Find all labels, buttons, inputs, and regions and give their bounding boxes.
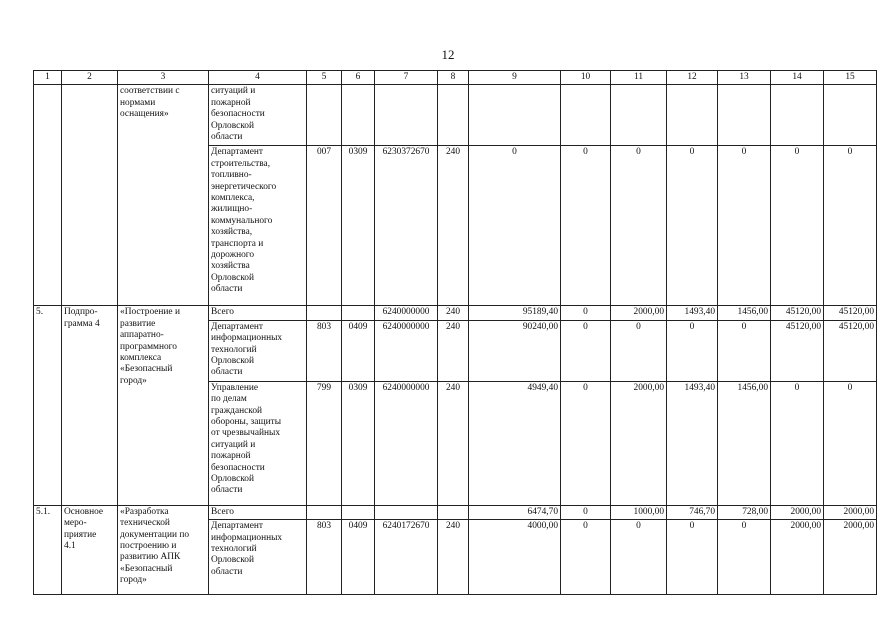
- cell-value: 0: [667, 320, 718, 381]
- cell-value: 1456,00: [718, 306, 771, 320]
- cell-rzpr: 0309: [342, 381, 375, 505]
- cell-rzpr: [342, 505, 375, 519]
- cell-number: 5.1.: [34, 505, 62, 594]
- table-row: [34, 306, 877, 320]
- cell-value: 95189,40: [469, 306, 561, 320]
- header-row: [34, 71, 877, 85]
- cell-csr: 6240172670: [375, 520, 438, 595]
- header-cell: 7: [375, 71, 438, 85]
- cell-grbs: 803: [307, 520, 342, 595]
- cell-vr: 240: [438, 320, 469, 381]
- cell-value: 45120,00: [824, 306, 877, 320]
- cell-executor: Всего: [209, 306, 307, 320]
- cell-grbs: [307, 306, 342, 320]
- cell: [561, 85, 611, 146]
- cell-value: 0: [718, 520, 771, 595]
- cell-value: 0: [771, 381, 824, 505]
- cell-value: 728,00: [718, 505, 771, 519]
- cell: [771, 85, 824, 146]
- cell-value: 0: [718, 320, 771, 381]
- cell: [469, 85, 561, 146]
- table-row: [34, 85, 877, 146]
- header-cell: 4: [209, 71, 307, 85]
- cell-value: 2000,00: [611, 306, 667, 320]
- header-cell: 13: [718, 71, 771, 85]
- cell-value: 1493,40: [667, 381, 718, 505]
- cell-csr: [375, 505, 438, 519]
- cell-value: 0: [611, 520, 667, 595]
- cell-executor: Департамент строительства, топливно- энергетического комплекса, жилищно- коммунального хозяйства, транспорта и дорожного хозяйства Орловской области: [209, 146, 307, 306]
- header-cell: 9: [469, 71, 561, 85]
- cell-value: 1456,00: [718, 381, 771, 505]
- cell: [375, 85, 438, 146]
- cell-grbs: 803: [307, 320, 342, 381]
- cell-number: [34, 85, 62, 306]
- cell-value: 0: [561, 320, 611, 381]
- cell-csr: 6240000000: [375, 320, 438, 381]
- cell-value: 0: [667, 520, 718, 595]
- cell-value: 4000,00: [469, 520, 561, 595]
- cell-csr: 6230372670: [375, 146, 438, 306]
- cell-program: Основное меро- приятие 4.1: [62, 505, 118, 594]
- cell-value: 4949,40: [469, 381, 561, 505]
- header-cell: 11: [611, 71, 667, 85]
- cell-grbs: [307, 505, 342, 519]
- cell-value: 0: [561, 505, 611, 519]
- cell-value: 2000,00: [771, 505, 824, 519]
- cell-executor: ситуаций и пожарной безопасности Орловской области: [209, 85, 307, 146]
- header-cell: 15: [824, 71, 877, 85]
- header-cell: 10: [561, 71, 611, 85]
- cell-program: Подпро- грамма 4: [62, 306, 118, 505]
- cell-name: соответствии с нормами оснащения»: [118, 85, 209, 306]
- cell-value: 0: [561, 146, 611, 306]
- program-table: [33, 70, 877, 595]
- cell-vr: 240: [438, 306, 469, 320]
- cell-rzpr: 0409: [342, 520, 375, 595]
- cell-value: 6474,70: [469, 505, 561, 519]
- cell-value: 0: [561, 381, 611, 505]
- header-cell: 5: [307, 71, 342, 85]
- cell: [824, 85, 877, 146]
- cell-value: 0: [718, 146, 771, 306]
- cell-value: 0: [824, 146, 877, 306]
- header-cell: 1: [34, 71, 62, 85]
- cell-executor: Департамент информационных технологий Орловской области: [209, 520, 307, 595]
- cell-rzpr: 0309: [342, 146, 375, 306]
- cell-csr: 6240000000: [375, 381, 438, 505]
- cell-csr: 6240000000: [375, 306, 438, 320]
- cell-value: 2000,00: [824, 520, 877, 595]
- cell-value: 2000,00: [824, 505, 877, 519]
- header-cell: 14: [771, 71, 824, 85]
- cell-value: 0: [611, 320, 667, 381]
- cell: [611, 85, 667, 146]
- cell-value: 45120,00: [771, 306, 824, 320]
- cell-value: 45120,00: [824, 320, 877, 381]
- cell-executor: Управление по делам гражданской обороны, защиты от чрезвычайных ситуаций и пожарной безопасности Орловской области: [209, 381, 307, 505]
- header-cell: 2: [62, 71, 118, 85]
- cell: [718, 85, 771, 146]
- header-cell: 3: [118, 71, 209, 85]
- cell-value: 746,70: [667, 505, 718, 519]
- cell-value: 90240,00: [469, 320, 561, 381]
- page-number: 12: [441, 47, 455, 62]
- cell-name: «Построение и развитие аппаратно- программного комплекса «Безопасный город»: [118, 306, 209, 505]
- cell-value: 0: [667, 146, 718, 306]
- cell-rzpr: [342, 306, 375, 320]
- cell-name: «Разработка технической документации по построению и развитию АПК «Безопасный город»: [118, 505, 209, 594]
- cell-value: 0: [824, 381, 877, 505]
- cell-grbs: 007: [307, 146, 342, 306]
- cell-value: 0: [469, 146, 561, 306]
- cell: [667, 85, 718, 146]
- cell-program: [62, 85, 118, 306]
- cell: [307, 85, 342, 146]
- cell-executor: Департамент информационных технологий Орловской области: [209, 320, 307, 381]
- cell-value: 0: [771, 146, 824, 306]
- cell-grbs: 799: [307, 381, 342, 505]
- cell-value: 1000,00: [611, 505, 667, 519]
- cell-vr: [438, 505, 469, 519]
- header-cell: 12: [667, 71, 718, 85]
- cell-vr: 240: [438, 381, 469, 505]
- cell-value: 0: [561, 520, 611, 595]
- cell-executor: Всего: [209, 505, 307, 519]
- cell: [438, 85, 469, 146]
- cell-value: 0: [561, 306, 611, 320]
- cell-value: 0: [611, 146, 667, 306]
- header-cell: 8: [438, 71, 469, 85]
- cell-vr: 240: [438, 520, 469, 595]
- cell-number: 5.: [34, 306, 62, 505]
- table-row: [34, 505, 877, 519]
- cell-value: 1493,40: [667, 306, 718, 320]
- cell: [342, 85, 375, 146]
- cell-value: 2000,00: [771, 520, 824, 595]
- header-cell: 6: [342, 71, 375, 85]
- cell-value: 2000,00: [611, 381, 667, 505]
- cell-rzpr: 0409: [342, 320, 375, 381]
- cell-vr: 240: [438, 146, 469, 306]
- cell-value: 45120,00: [771, 320, 824, 381]
